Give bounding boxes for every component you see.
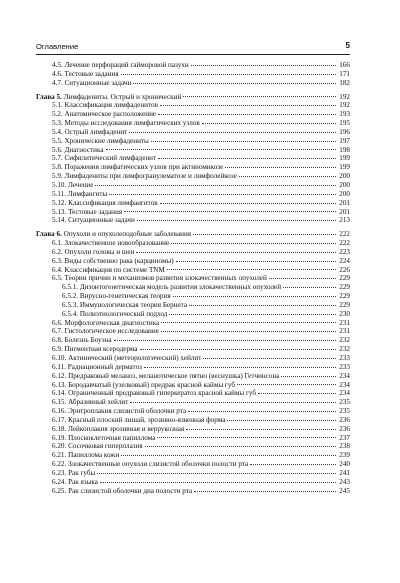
dot-leader <box>227 420 336 421</box>
toc-entry[interactable] <box>36 416 350 425</box>
entry-text: 6.5.3. Иммунологическая теория Бернета <box>62 300 188 309</box>
entry-text: 5.3. Методы исследования лимфатических узлов <box>52 119 200 128</box>
entry-text: 6.4. Классификация по системе TNM <box>52 265 165 274</box>
toc-page-number: 232 <box>339 345 350 354</box>
toc-entry-title <box>52 137 149 146</box>
entry-text: 6.5.4. Полиэтиологический подход <box>62 309 168 318</box>
toc-page-number: 234 <box>339 371 350 380</box>
toc-section <box>36 61 350 88</box>
entry-text: 5.4. Острый лимфаденит <box>52 127 128 136</box>
toc-page-number: 230 <box>339 309 350 318</box>
dot-leader <box>157 437 336 438</box>
toc-entry[interactable] <box>36 310 350 319</box>
entry-text: 5.11. Лимфангиты <box>52 189 108 198</box>
toc-entry[interactable] <box>36 266 350 275</box>
entry-text: 6.6. Морфологическая диагностика <box>52 318 160 327</box>
toc-entry[interactable] <box>36 257 350 266</box>
toc-page-number: 229 <box>339 300 350 309</box>
entry-text: Лимфадениты. Острый и хронический <box>61 92 182 101</box>
toc-page-number: 229 <box>339 283 350 292</box>
page-number: 5 <box>345 41 350 50</box>
toc-page-number: 196 <box>339 127 350 136</box>
toc-entry[interactable] <box>36 487 350 496</box>
toc-entry[interactable] <box>36 469 350 478</box>
toc-page-number: 197 <box>339 136 350 145</box>
toc-entry-title <box>52 239 169 248</box>
header-title: Оглавление <box>36 42 79 51</box>
entry-text: 6.23. Рак губы <box>52 468 96 477</box>
entry-text: 5.6. Диагностика <box>52 145 104 154</box>
toc-entry-title <box>52 61 189 70</box>
toc-page-number: 240 <box>339 460 350 469</box>
dot-leader <box>171 243 336 244</box>
dot-leader <box>109 194 336 195</box>
toc-entry[interactable] <box>36 389 350 398</box>
entry-text: 4.6. Тестовые задания <box>52 69 119 78</box>
entry-text: 6.3. Виды собственно рака (карциномы) <box>52 256 174 265</box>
toc-section <box>36 230 350 495</box>
entry-text: 5.5. Хронические лимфадениты <box>52 136 149 145</box>
toc-page-number: 233 <box>339 362 350 371</box>
entry-text: 4.7. Ситуационные задачи <box>52 78 132 87</box>
toc-page-number: 199 <box>339 154 350 163</box>
toc-entry-title <box>52 128 127 137</box>
toc-entry[interactable] <box>36 61 350 70</box>
toc-entry[interactable] <box>36 79 350 88</box>
toc-entry[interactable] <box>36 128 350 137</box>
toc-entry[interactable] <box>36 239 350 248</box>
toc-entry[interactable] <box>36 398 350 407</box>
toc-entry[interactable] <box>36 478 350 487</box>
dot-leader <box>283 287 336 288</box>
toc-entry-title <box>52 208 122 217</box>
toc-page-number: 234 <box>339 380 350 389</box>
toc-entry[interactable] <box>36 190 350 199</box>
toc-page-number: 243 <box>339 477 350 486</box>
dot-leader <box>281 376 336 377</box>
toc-page-number: 222 <box>339 230 350 239</box>
toc-entry-title <box>62 310 167 319</box>
entry-text: 6.10. Актинический (метеорологический) хейлит <box>52 354 202 362</box>
toc-entry-title <box>52 154 156 163</box>
toc-entry[interactable] <box>36 274 350 283</box>
toc-page-number: 223 <box>339 247 350 256</box>
toc-page-number: 235 <box>339 407 350 416</box>
toc-entry-title <box>52 345 138 354</box>
dot-leader <box>100 482 336 483</box>
dot-leader <box>106 149 337 150</box>
toc-entry-title <box>52 101 158 110</box>
entry-text: 6.8. Болезнь Боуэна <box>52 336 112 345</box>
toc-page-number: 199 <box>339 163 350 172</box>
dot-leader <box>137 220 336 221</box>
toc-entry-title <box>52 442 143 451</box>
header-rule <box>36 54 350 55</box>
entry-text: 6.24. Рак языка <box>52 477 98 486</box>
toc-entry[interactable] <box>36 181 350 190</box>
toc-entry[interactable] <box>36 248 350 257</box>
toc-entry[interactable] <box>36 345 350 354</box>
toc-entry-title <box>52 372 279 381</box>
dot-leader <box>144 367 336 368</box>
running-header <box>36 36 350 56</box>
toc-entry-title <box>52 389 256 398</box>
toc-chapter-entry[interactable] <box>36 93 350 102</box>
dot-leader <box>121 455 336 456</box>
entry-text: 6.12. Предраковый меланоз, меланотическое пятно (веснушка) Гетчинсона <box>52 371 280 380</box>
dot-leader <box>160 203 336 204</box>
toc-entry[interactable] <box>36 283 350 292</box>
entry-text: 5.10. Лечение <box>52 180 94 189</box>
dot-leader <box>158 114 336 115</box>
entry-text: 6.5.1. Дизонтогенетическая модель развития злокачественных опухолей <box>62 283 282 292</box>
toc-page-number: 238 <box>339 442 350 451</box>
toc-entry-title <box>52 70 119 79</box>
toc-entry[interactable] <box>36 208 350 217</box>
toc-page-number: 236 <box>339 424 350 433</box>
dot-leader <box>169 314 336 315</box>
toc-page-number: 222 <box>339 239 350 248</box>
toc-entry[interactable] <box>36 199 350 208</box>
toc-page-number: 235 <box>339 398 350 407</box>
toc-entry[interactable] <box>36 434 350 443</box>
toc-entry-title <box>52 216 135 225</box>
dot-leader <box>136 252 336 253</box>
toc-entry[interactable] <box>36 163 350 172</box>
toc-page-number: 171 <box>339 69 350 78</box>
toc-page-number: 231 <box>339 327 350 336</box>
entry-text: 6.14. Ограниченный предраковый гиперкератоз красной каймы губ <box>52 389 257 398</box>
toc-entry-title <box>62 283 281 292</box>
toc-page-number: 200 <box>339 172 350 181</box>
entry-text: Опухоли и опухолеподобные заболевания <box>61 230 192 239</box>
entry-text: 5.12. Классификация лимфангитов <box>52 198 158 207</box>
toc-page-number: 231 <box>339 318 350 327</box>
dot-leader <box>191 65 336 66</box>
dot-leader <box>203 358 336 359</box>
toc-entry[interactable] <box>36 407 350 416</box>
toc-entry[interactable] <box>36 363 350 372</box>
toc-entry[interactable] <box>36 154 350 163</box>
toc-entry-title <box>52 172 237 181</box>
entry-text: 5.9. Лимфадениты при лимфогранулематозе и лимфолейкозе <box>52 172 237 181</box>
toc-entry-title <box>52 327 159 336</box>
toc-page-number: 193 <box>339 110 350 119</box>
dot-leader <box>133 83 336 84</box>
toc-entry-title <box>52 257 174 266</box>
dot-leader <box>130 402 336 403</box>
toc-entry-title <box>52 398 128 407</box>
toc-entry-title <box>52 146 104 155</box>
entry-text: 6.15. Абразивный хейлит <box>52 398 129 407</box>
toc-entry-title <box>52 248 134 257</box>
chapter-label: Глава 5. <box>36 92 62 101</box>
dot-leader <box>161 322 336 323</box>
toc-entry[interactable] <box>36 425 350 434</box>
toc-entry[interactable] <box>36 110 350 119</box>
toc-entry[interactable] <box>36 319 350 328</box>
entry-text: 5.1. Классификация лимфаденитов <box>52 101 158 110</box>
dot-leader <box>121 74 336 75</box>
toc-entry-title <box>52 469 95 478</box>
dot-leader <box>239 176 336 177</box>
toc-page-number: 241 <box>339 468 350 477</box>
toc-page-number: 234 <box>339 389 350 398</box>
toc-page-number: 233 <box>339 354 350 362</box>
entry-text: 6.9. Пигментная ксеродерма <box>52 345 138 354</box>
table-of-contents <box>36 61 350 501</box>
toc-page-number: 224 <box>339 256 350 265</box>
entry-text: 6.21. Папиллома кожи <box>52 451 120 460</box>
toc-page-number: 192 <box>339 101 350 110</box>
chapter-label: Глава 6. <box>36 230 62 239</box>
toc-page-number: 226 <box>339 265 350 274</box>
toc-page-number: 166 <box>339 61 350 69</box>
toc-entry-title <box>52 434 155 443</box>
toc-entry[interactable] <box>36 146 350 155</box>
dot-leader <box>193 234 336 235</box>
toc-entry[interactable] <box>36 137 350 146</box>
dot-leader <box>186 429 336 430</box>
toc-entry-title <box>36 230 191 239</box>
entry-text: 6.17. Красный плоский лишай, эрозивно-язвенная форма <box>52 415 226 424</box>
dot-leader <box>124 211 336 212</box>
dot-leader <box>97 473 336 474</box>
entry-text: 5.14. Ситуационные задачи <box>52 216 135 225</box>
toc-entry[interactable] <box>36 216 350 225</box>
toc-entry[interactable] <box>36 442 350 451</box>
toc-entry-title <box>52 487 192 496</box>
toc-entry-title <box>52 163 223 172</box>
entry-text: 4.5. Лечение перфораций гайморовой пазухи <box>52 61 189 69</box>
toc-entry-title <box>52 181 93 190</box>
toc-entry[interactable] <box>36 336 350 345</box>
toc-entry-title <box>52 381 235 390</box>
dot-leader <box>158 158 336 159</box>
dot-leader <box>250 464 336 465</box>
entry-text: 6.13. Бородавчатый (узелковый) предрак красной каймы губ <box>52 380 235 389</box>
toc-entry-title <box>52 110 156 119</box>
dot-leader <box>95 185 336 186</box>
dot-leader <box>173 296 336 297</box>
toc-page-number: 232 <box>339 336 350 345</box>
toc-entry-title <box>52 319 159 328</box>
entry-text: 6.16. Эритроплакия слизистой оболочки рта <box>52 407 187 416</box>
toc-page-number: 201 <box>339 207 350 216</box>
dot-leader <box>269 278 336 279</box>
toc-entry-title <box>52 266 165 275</box>
entry-text: 6.5.2. Вирусно-генетическая теория <box>62 292 171 301</box>
toc-entry[interactable] <box>36 327 350 336</box>
toc-page-number: 213 <box>339 216 350 225</box>
toc-entry-title <box>52 336 112 345</box>
toc-page-number: 237 <box>339 433 350 442</box>
toc-entry[interactable] <box>36 172 350 181</box>
entry-text: 6.22. Злокачественные опухоли слизистой оболочки полости рта <box>52 460 249 469</box>
toc-entry[interactable] <box>36 70 350 79</box>
entry-text: 6.25. Рак слизистой оболочки дна полости рта <box>52 486 193 495</box>
toc-page-number: 192 <box>339 92 350 101</box>
toc-section <box>36 93 350 226</box>
dot-leader <box>114 340 336 341</box>
toc-page-number: 198 <box>339 145 350 154</box>
toc-entry[interactable] <box>36 372 350 381</box>
dot-leader <box>161 331 336 332</box>
toc-chapter-entry[interactable] <box>36 230 350 239</box>
entry-text: 6.5. Теории причин и механизмов развития злокачественных опухолей <box>52 274 267 283</box>
toc-entry-title <box>52 190 107 199</box>
toc-entry-title <box>52 460 248 469</box>
dot-leader <box>194 491 336 492</box>
toc-entry-title <box>36 93 181 102</box>
toc-entry-title <box>52 451 119 460</box>
toc-entry[interactable] <box>36 460 350 469</box>
dot-leader <box>151 141 336 142</box>
dot-leader <box>176 261 336 262</box>
toc-entry[interactable] <box>36 119 350 128</box>
toc-entry-title <box>52 119 200 128</box>
toc-entry[interactable] <box>36 101 350 110</box>
entry-text: 5.8. Поражения лимфатических узлов при актиномикозе <box>52 163 224 172</box>
toc-page-number: 200 <box>339 180 350 189</box>
dot-leader <box>183 96 336 97</box>
toc-page-number: 236 <box>339 415 350 424</box>
toc-entry-title <box>52 274 267 283</box>
toc-entry-title <box>52 79 131 88</box>
toc-entry[interactable] <box>36 451 350 460</box>
toc-entry-title <box>62 292 171 301</box>
entry-text: 6.11. Радиационный дерматоз <box>52 362 142 371</box>
toc-entry-title <box>52 416 225 425</box>
entry-text: 5.13. Тестовые задания <box>52 207 123 216</box>
entry-text: 6.18. Лейкоплакия эрозивная и веррукозная <box>52 424 185 433</box>
toc-page-number: 229 <box>339 274 350 283</box>
entry-text: 5.2. Анатомическое расположение <box>52 110 157 119</box>
entry-text: 5.7. Сифилитический лимфаденит <box>52 154 157 163</box>
entry-text: 6.7. Гистологическое исследование <box>52 327 159 336</box>
toc-entry-title <box>52 478 98 487</box>
toc-entry-title <box>62 301 187 310</box>
toc-page-number: 182 <box>339 78 350 87</box>
dot-leader <box>237 384 336 385</box>
toc-entry-title <box>52 407 186 416</box>
entry-text: 6.2. Опухоли головы и шеи <box>52 247 135 256</box>
toc-entry-title <box>52 354 201 363</box>
toc-page-number: 200 <box>339 189 350 198</box>
dot-leader <box>167 269 336 270</box>
toc-entry-title <box>52 363 142 372</box>
dot-leader <box>188 411 336 412</box>
toc-entry[interactable] <box>36 292 350 301</box>
dot-leader <box>189 305 336 306</box>
dot-leader <box>140 349 336 350</box>
toc-entry[interactable] <box>36 301 350 310</box>
dot-leader <box>145 446 336 447</box>
toc-page-number: 229 <box>339 292 350 301</box>
toc-entry[interactable] <box>36 354 350 363</box>
toc-page-number: 245 <box>339 486 350 495</box>
entry-text: 6.19. Плоскоклеточная папиллома <box>52 433 156 442</box>
dot-leader <box>160 105 336 106</box>
entry-text: 6.20. Сосочковая гиперплазия <box>52 442 143 451</box>
toc-entry-title <box>52 199 158 208</box>
toc-page-number: 239 <box>339 451 350 460</box>
dot-leader <box>202 123 336 124</box>
dot-leader <box>129 132 336 133</box>
toc-page-number: 201 <box>339 198 350 207</box>
toc-entry-title <box>52 425 184 434</box>
toc-entry[interactable] <box>36 381 350 390</box>
entry-text: 6.1. Злокачественное новообразование <box>52 239 170 248</box>
dot-leader <box>258 393 336 394</box>
toc-page-number: 195 <box>339 119 350 128</box>
dot-leader <box>225 167 336 168</box>
